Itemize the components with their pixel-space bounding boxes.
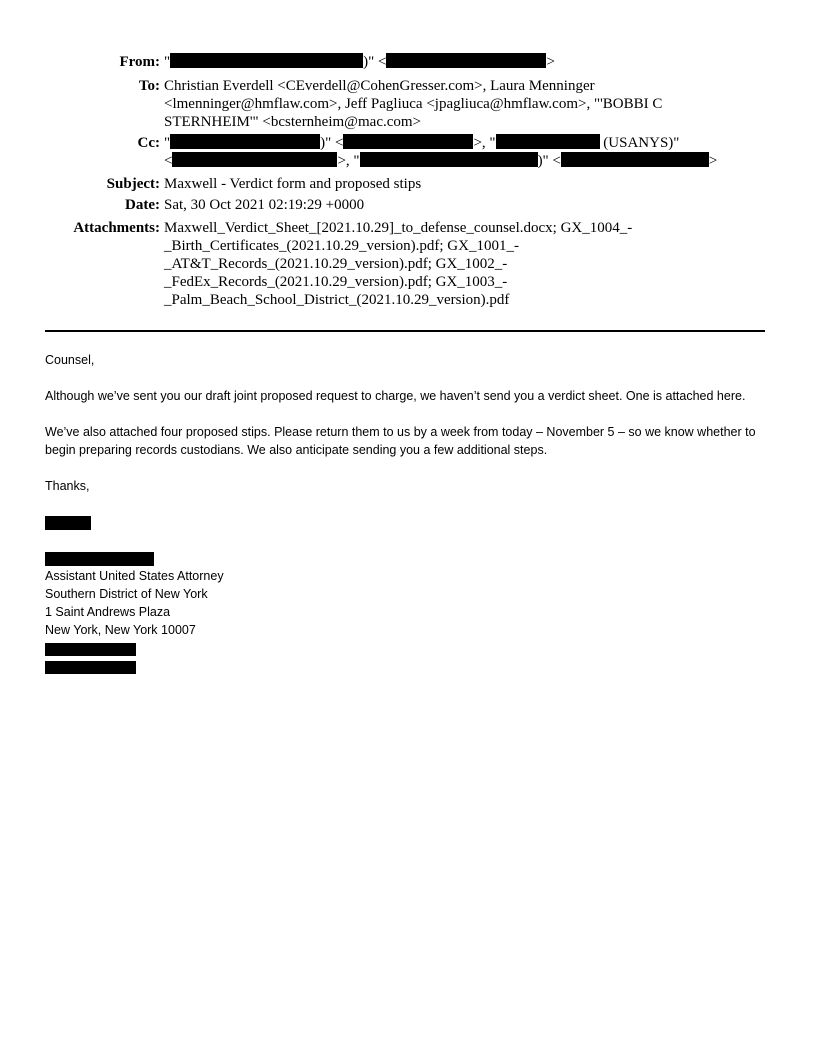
date-value: Sat, 30 Oct 2021 02:19:29 +0000 [164, 197, 365, 213]
body-paragraph: We’ve also attached four proposed stips. Please return them to us by a week from today – November 5 – so we know whether to begin preparing records custodians. We also anticipate sending you a few additional steps. [45, 425, 756, 457]
header-divider [45, 330, 765, 332]
attachments-value [164, 219, 764, 309]
cc-text: > [708, 153, 718, 169]
subject-value: Maxwell - Verdict form and proposed stips [164, 176, 422, 192]
cc-label: Cc: [137, 135, 160, 151]
greeting: Counsel, [45, 353, 95, 367]
redaction-block [45, 516, 91, 530]
redaction-block [45, 552, 154, 566]
signature-office: Southern District of New York [45, 587, 208, 601]
to-row [0, 77, 816, 131]
to-line: Christian Everdell <CEverdell@CohenGresser.com>, Laura Menninger [164, 78, 595, 94]
attachment-line: _Palm_Beach_School_District_(2021.10.29_version).pdf [164, 292, 510, 308]
from-quote-close: )" < [363, 54, 387, 70]
signature-title: Assistant United States Attorney [45, 569, 224, 583]
signature-city: New York, New York 10007 [45, 623, 196, 637]
redaction-block [561, 152, 709, 167]
from-quote-open: " [164, 54, 171, 70]
to-value [164, 77, 764, 131]
attachment-line: _FedEx_Records_(2021.10.29_version).pdf; GX_1003_- [164, 274, 508, 290]
redaction-block [343, 134, 473, 149]
attachment-line: _Birth_Certificates_(2021.10.29_version).pdf; GX_1001_- [164, 238, 519, 254]
to-line: STERNHEIM'" <bcsternheim@mac.com> [164, 114, 422, 130]
cc-text: >, " [473, 135, 496, 151]
date-row [0, 196, 816, 214]
redaction-block [496, 134, 600, 149]
redaction-block [45, 643, 136, 656]
closing: Thanks, [45, 479, 90, 493]
redaction-block [172, 152, 337, 167]
attachment-line: _AT&T_Records_(2021.10.29_version).pdf; GX_1002_- [164, 256, 508, 272]
cc-text: )" < [537, 153, 561, 169]
cc-line [164, 152, 764, 170]
to-label: To: [138, 78, 160, 94]
redaction-block [45, 661, 136, 674]
redaction-block [360, 152, 538, 167]
redaction-block [170, 134, 320, 149]
redaction-block [170, 53, 363, 68]
cc-row [0, 134, 816, 170]
attachment-line: Maxwell_Verdict_Sheet_[2021.10.29]_to_defense_counsel.docx; GX_1004_- [164, 220, 633, 236]
attachments-label: Attachments: [73, 220, 160, 236]
cc-line [164, 134, 764, 152]
attachments-row [0, 219, 816, 309]
cc-text: )" < [320, 135, 344, 151]
from-label: From: [119, 54, 160, 70]
subject-label: Subject: [106, 176, 160, 192]
from-row [0, 53, 816, 71]
cc-text: " [164, 135, 171, 151]
email-body [45, 351, 775, 495]
date-label: Date: [125, 197, 160, 213]
signature-street: 1 Saint Andrews Plaza [45, 605, 171, 619]
from-value [164, 53, 764, 71]
redaction-block [386, 53, 546, 68]
to-line: <lmenninger@hmflaw.com>, Jeff Pagliuca <jpagliuca@hmflaw.com>, "'BOBBI C [164, 96, 663, 112]
cc-text: < [164, 153, 173, 169]
subject-row [0, 175, 816, 193]
cc-text: (USANYS)" [599, 135, 680, 151]
cc-text: >, " [337, 153, 360, 169]
cc-value [164, 134, 764, 170]
signature [45, 567, 775, 639]
from-angle-close: > [546, 54, 555, 70]
body-paragraph: Although we’ve sent you our draft joint proposed request to charge, we haven’t send you a verdict sheet. One is attached here. [45, 389, 746, 403]
